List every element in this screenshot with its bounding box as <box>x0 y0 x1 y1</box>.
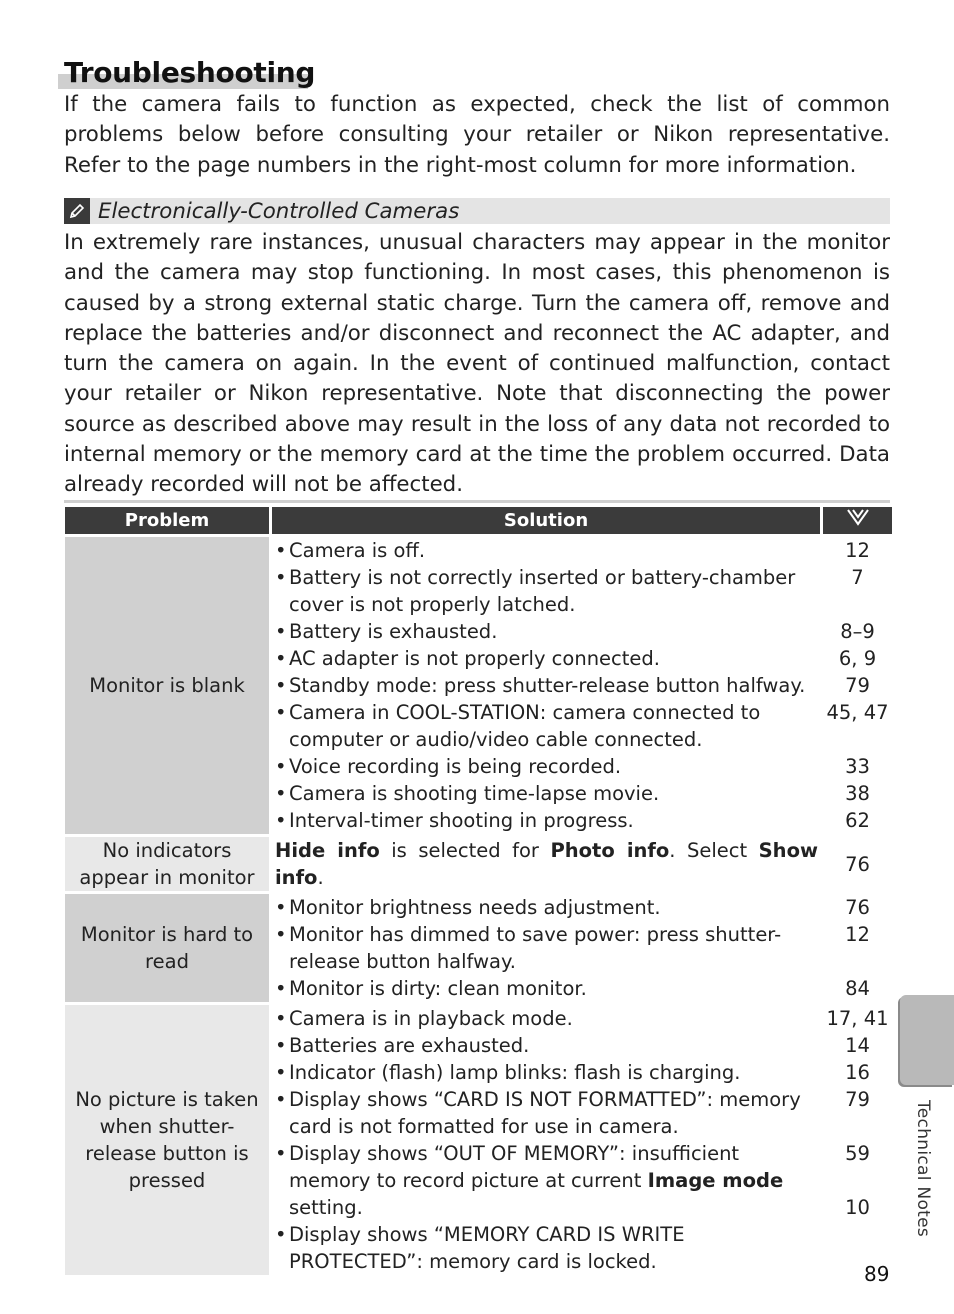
table-row <box>65 537 892 834</box>
solution-item: • Camera is shooting time-lapse movie. <box>275 780 818 807</box>
solution-cell <box>272 894 820 1002</box>
pencil-note-icon <box>64 198 90 224</box>
solution-item: • Display shows “CARD IS NOT FORMATTED”: memory card is not formatted for use in camera. <box>275 1086 818 1140</box>
pages-cell <box>823 894 892 1002</box>
note-title: Electronically-Controlled Cameras <box>98 198 460 224</box>
pages-cell <box>823 837 892 891</box>
solution-item: • AC adapter is not properly connected. <box>275 645 818 672</box>
page-ref: 6, 9 <box>838 647 877 670</box>
solution-cell <box>272 837 820 891</box>
solution-item: • Standby mode: press shutter-release button halfway. <box>275 672 818 699</box>
page-ref: 76 <box>845 896 870 919</box>
solution-emphasis: Photo info <box>550 839 670 862</box>
solution-item: • Display shows “MEMORY CARD IS WRITE PROTECTED”: memory card is locked. <box>275 1221 818 1275</box>
solution-item: • Voice recording is being recorded. <box>275 753 818 780</box>
solution-text: is selected for <box>379 839 551 862</box>
title-block <box>58 56 315 89</box>
problem-cell: No picture is taken when shutter-release button is pressed <box>65 1005 269 1275</box>
section-divider <box>64 500 890 503</box>
header-problem: Problem <box>65 507 269 534</box>
page-ref: 84 <box>845 977 870 1000</box>
page-ref: 12 <box>845 539 870 562</box>
page-ref: 59 <box>845 1142 870 1165</box>
solution-emphasis: Image mode <box>647 1169 784 1192</box>
solution-item: • Indicator (flash) lamp blinks: flash is charging. <box>275 1059 818 1086</box>
solution-item: • Battery is not correctly inserted or battery-chamber cover is not properly latched. <box>275 564 818 618</box>
intro-paragraph: If the camera fails to function as expected, check the list of common problems below before consulting your retailer or Nikon representative. Refer to the page numbers in the right-most column for more information. <box>64 92 890 178</box>
page-ref: 38 <box>845 782 870 805</box>
note-body: In extremely rare instances, unusual characters may appear in the monitor and the camera may stop functioning. In most cases, this phenomenon is caused by a strong external static charge. Turn the camera off, remove and replace the batteries and/or disconnect and reconnect the AC adapter, and turn the camera on again. In the event of continued malfunction, contact your retailer or Nikon representative. Note that disconnecting the power source as described above may result in the loss of any data not recorded to internal memory or the memory card at the time the problem occurred. Data already recorded will not be affected. <box>64 230 890 498</box>
solution-text: Display shows “OUT OF MEMORY”: insufficient memory to record picture at current <box>289 1142 740 1192</box>
page-ref: 79 <box>845 1088 870 1111</box>
solution-emphasis: Hide info <box>275 839 380 862</box>
table-row <box>65 837 892 891</box>
table-row <box>65 1005 892 1275</box>
pages-cell <box>823 537 892 834</box>
page-ref: 7 <box>851 566 864 589</box>
page-title: Troubleshooting <box>64 56 316 89</box>
solution-item: • Camera is off. <box>275 537 818 564</box>
page-ref: 17, 41 <box>826 1007 889 1030</box>
page-ref: 45, 47 <box>826 701 889 724</box>
page-ref: 12 <box>845 923 870 946</box>
solution-item: • Interval-timer shooting in progress. <box>275 807 818 834</box>
solution-item: • Monitor has dimmed to save power: press shutter-release button halfway. <box>275 921 818 975</box>
solution-text: setting. <box>289 1196 363 1219</box>
page-ref: 14 <box>845 1034 870 1057</box>
reference-page-icon <box>845 511 871 532</box>
header-solution: Solution <box>272 507 820 534</box>
solution-item: • Camera is in playback mode. <box>275 1005 818 1032</box>
problem-cell: Monitor is blank <box>65 537 269 834</box>
page-ref: 76 <box>845 852 870 876</box>
solution-text: . <box>317 866 324 889</box>
problem-cell: No indicators appear in monitor <box>65 837 269 891</box>
page-ref: 16 <box>845 1061 870 1084</box>
solution-text: . Select <box>669 839 759 862</box>
solution-cell <box>272 537 820 834</box>
solution-item: • Batteries are exhausted. <box>275 1032 818 1059</box>
note-header <box>64 198 890 224</box>
troubleshooting-table <box>62 504 895 1278</box>
pages-cell <box>823 1005 892 1275</box>
page-number: 89 <box>864 1262 890 1286</box>
problem-cell: Monitor is hard to read <box>65 894 269 1002</box>
page-ref: 33 <box>845 755 870 778</box>
solution-item <box>275 1140 818 1221</box>
header-pages <box>823 507 892 534</box>
solution-item: • Camera in COOL-STATION: camera connected to computer or audio/video cable connected. <box>275 699 818 753</box>
section-thumb-tab <box>900 995 954 1085</box>
solution-cell <box>272 1005 820 1275</box>
solution-item: • Monitor brightness needs adjustment. <box>275 894 818 921</box>
page-ref: 62 <box>845 809 870 832</box>
solution-item: • Battery is exhausted. <box>275 618 818 645</box>
solution-item: • Monitor is dirty: clean monitor. <box>275 975 818 1002</box>
section-label: Technical Notes <box>913 1100 933 1238</box>
page-ref: 79 <box>845 674 870 697</box>
solution-emphasis: Show info <box>275 839 818 889</box>
table-row <box>65 894 892 1002</box>
page-ref: 8–9 <box>840 620 875 643</box>
page-ref: 10 <box>845 1196 870 1219</box>
